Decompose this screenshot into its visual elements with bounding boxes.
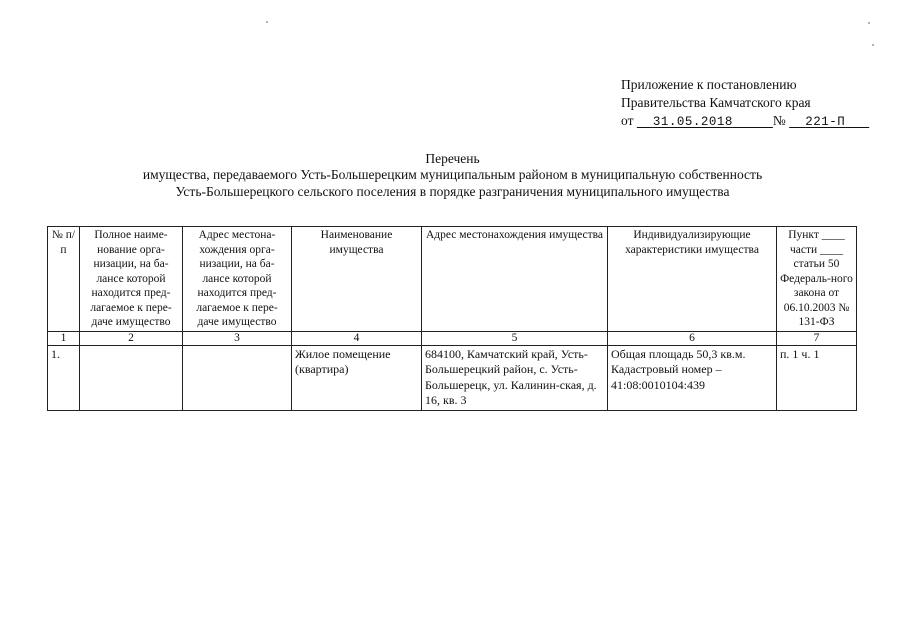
annex-number: 221-П [805,115,846,129]
header-cell-characteristics: Индивидуализирующие характеристики имущества [608,227,777,332]
annex-date: 31.05.2018 [652,115,733,129]
header-cell-law-point: Пункт ____ части ____ статьи 50 Федераль-ного закона от 06.10.2003 № 131-ФЗ [777,227,857,332]
annex-line-2: Правительства Камчатского края [621,95,811,110]
row-characteristics: Общая площадь 50,3 кв.м. Кадастровый номер – 41:08:0010104:439 [608,345,777,410]
row-property-name: Жилое помещение (квартира) [292,345,422,410]
column-number: 2 [80,331,183,345]
scan-speck [266,21,268,23]
column-number: 6 [608,331,777,345]
column-number-row [48,331,857,345]
row-number: 1. [48,345,80,410]
column-number: 1 [48,331,80,345]
annex-number-label: № [772,113,786,128]
column-number: 5 [422,331,608,345]
column-number: 4 [292,331,422,345]
annex-date-number-line [621,112,869,131]
annex-header [621,76,869,131]
row-property-address: 684100, Камчатский край, Усть-Большерецкий район, с. Усть-Большерецк, ул. Калинин-ская, д. 16, кв. 3 [422,345,608,410]
column-number: 3 [183,331,292,345]
document-title: Перечень [425,151,480,166]
table-row [48,345,857,410]
row-org-name [80,345,183,410]
column-number: 7 [777,331,857,345]
header-cell-property-address: Адрес местонахождения имущества [422,227,608,332]
annex-from-label: от [621,113,634,128]
scan-speck [872,44,874,46]
document-subtitle-line-2: Усть-Большерецкого сельского поселения в порядке разграничения муниципального имущества [175,184,730,199]
document-subtitle-line-1: имущества, передаваемого Усть-Большерецким муниципальным районом в муниципальную собственность [142,167,763,182]
annex-line-1: Приложение к постановлению [621,77,797,92]
header-cell-org-name: Полное наиме-нование орга-низации, на ба-лансе которой находится пред-лагаемое к пере-даче имущество [80,227,183,332]
header-cell-number: № п/п [48,227,80,332]
table-header-row [48,227,857,332]
row-law-point: п. 1 ч. 1 [777,345,857,410]
scan-speck [868,22,870,24]
header-cell-org-address: Адрес местона-хождения орга-низации, на ба-лансе которой находится пред-лагаемое к пере-даче имущество [183,227,292,332]
property-table [47,226,857,411]
row-org-address [183,345,292,410]
header-cell-property-name: Наименование имущества [292,227,422,332]
